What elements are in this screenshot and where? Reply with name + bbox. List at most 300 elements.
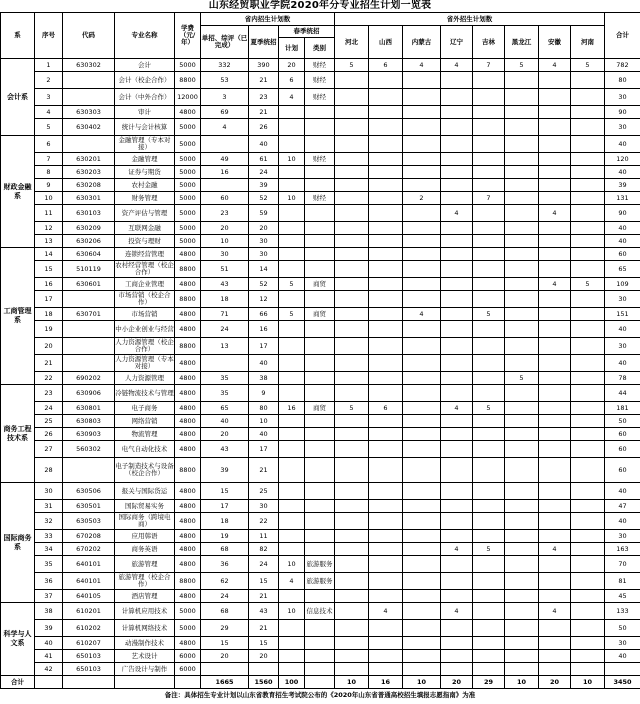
province-cell <box>473 428 505 441</box>
province-cell <box>505 415 539 428</box>
row-total-cell: 30 <box>605 119 640 136</box>
province-cell <box>539 179 571 192</box>
fee-cell: 4800 <box>175 530 201 543</box>
summer-cell: 15 <box>249 637 279 650</box>
summer-cell: 10 <box>249 415 279 428</box>
province-cell <box>539 556 571 573</box>
province-cell <box>473 89 505 106</box>
province-cell <box>571 235 605 248</box>
major-cell: 证券与期货 <box>115 166 175 179</box>
single-cell: 65 <box>201 402 249 415</box>
province-cell <box>403 119 441 136</box>
summer-cell: 23 <box>249 89 279 106</box>
province-cell <box>505 355 539 372</box>
summer-cell: 24 <box>249 556 279 573</box>
code-cell: 630604 <box>63 248 115 261</box>
province-cell <box>571 590 605 603</box>
province-cell <box>571 106 605 119</box>
province-cell <box>441 590 473 603</box>
province-cell <box>403 106 441 119</box>
code-cell: 630501 <box>63 500 115 513</box>
single-cell: 40 <box>201 415 249 428</box>
province-cell <box>539 441 571 458</box>
province-cell <box>335 530 369 543</box>
province-cell <box>571 543 605 556</box>
row-total-cell: 30 <box>605 637 640 650</box>
province-cell: 4 <box>539 543 571 556</box>
seq-cell: 9 <box>35 179 63 192</box>
fee-cell: 8800 <box>175 573 201 590</box>
summer-cell: 26 <box>249 119 279 136</box>
fee-cell: 8800 <box>175 261 201 278</box>
spring-cat-cell <box>305 261 335 278</box>
header-province: 安徽 <box>539 26 571 59</box>
province-cell <box>335 278 369 291</box>
province-cell <box>369 573 403 590</box>
summer-cell: 24 <box>249 166 279 179</box>
single-cell: 18 <box>201 291 249 308</box>
province-cell <box>505 192 539 205</box>
spring-cat-cell <box>305 637 335 650</box>
spring-cat-cell <box>305 291 335 308</box>
table-row <box>1 663 640 676</box>
table-row <box>1 291 640 308</box>
spring-plan-cell <box>279 530 305 543</box>
major-cell: 中小企业创业与经营 <box>115 321 175 338</box>
spring-cat-cell <box>305 441 335 458</box>
single-cell: 51 <box>201 261 249 278</box>
province-cell <box>539 573 571 590</box>
province-cell: 4 <box>539 278 571 291</box>
spring-plan-cell <box>279 428 305 441</box>
province-cell <box>335 385 369 402</box>
province-cell <box>369 248 403 261</box>
spring-plan-cell <box>279 222 305 235</box>
province-cell <box>369 385 403 402</box>
major-cell: 计算机网络技术 <box>115 620 175 637</box>
spring-plan-cell <box>279 136 305 153</box>
row-total-cell: 40 <box>605 483 640 500</box>
province-cell <box>539 458 571 483</box>
totals-province: 16 <box>369 676 403 689</box>
code-cell: 630701 <box>63 308 115 321</box>
province-cell <box>369 222 403 235</box>
province-cell <box>539 222 571 235</box>
major-cell: 会计（中外合作） <box>115 89 175 106</box>
seq-cell: 22 <box>35 372 63 385</box>
seq-cell: 15 <box>35 261 63 278</box>
row-total-cell: 80 <box>605 72 640 89</box>
single-cell: 24 <box>201 321 249 338</box>
fee-cell: 4800 <box>175 441 201 458</box>
fee-cell: 4800 <box>175 543 201 556</box>
header-out-province: 省外招生计划数 <box>335 13 605 26</box>
province-cell <box>335 650 369 663</box>
table-row <box>1 179 640 192</box>
province-cell <box>571 179 605 192</box>
province-cell <box>403 556 441 573</box>
major-cell: 市场营销 <box>115 308 175 321</box>
spring-plan-cell: 20 <box>279 59 305 72</box>
province-cell <box>369 415 403 428</box>
province-cell <box>571 402 605 415</box>
province-cell <box>473 663 505 676</box>
header-seq: 序号 <box>35 13 63 59</box>
single-cell: 71 <box>201 308 249 321</box>
code-cell: 610202 <box>63 620 115 637</box>
province-cell <box>335 119 369 136</box>
single-cell <box>201 179 249 192</box>
province-cell <box>505 338 539 355</box>
province-cell <box>473 530 505 543</box>
province-cell <box>441 620 473 637</box>
province-cell: 6 <box>369 59 403 72</box>
dept-cell: 商务工程技术系 <box>1 385 35 483</box>
seq-cell: 40 <box>35 637 63 650</box>
table-row <box>1 620 640 637</box>
code-cell: 630103 <box>63 205 115 222</box>
province-cell <box>369 428 403 441</box>
fee-cell: 4800 <box>175 355 201 372</box>
province-cell <box>335 235 369 248</box>
spring-cat-cell <box>305 458 335 483</box>
province-cell <box>539 620 571 637</box>
province-cell <box>403 500 441 513</box>
dept-cell: 财政金融系 <box>1 136 35 248</box>
province-cell: 4 <box>403 308 441 321</box>
fee-cell: 4800 <box>175 402 201 415</box>
spring-plan-cell <box>279 179 305 192</box>
province-cell <box>369 458 403 483</box>
single-cell: 19 <box>201 530 249 543</box>
major-cell: 统计与会计核算 <box>115 119 175 136</box>
single-cell: 20 <box>201 650 249 663</box>
spring-cat-cell <box>305 136 335 153</box>
header-province: 山西 <box>369 26 403 59</box>
spring-plan-cell: 10 <box>279 603 305 620</box>
empty-cell <box>305 676 335 689</box>
fee-cell: 12000 <box>175 89 201 106</box>
spring-plan-cell: 5 <box>279 278 305 291</box>
province-cell <box>539 235 571 248</box>
summer-cell: 52 <box>249 278 279 291</box>
province-cell <box>505 590 539 603</box>
table-row <box>1 385 640 402</box>
province-cell <box>403 530 441 543</box>
code-cell <box>63 338 115 355</box>
summer-cell: 9 <box>249 385 279 402</box>
province-cell <box>473 291 505 308</box>
province-cell <box>571 72 605 89</box>
row-total-cell: 44 <box>605 385 640 402</box>
code-cell: 610207 <box>63 637 115 650</box>
province-cell <box>403 89 441 106</box>
province-cell <box>473 513 505 530</box>
province-cell <box>571 372 605 385</box>
footnote: 备注：具体招生专业计划以山东省教育招生考试院公布的《2020年山东省普通高校招生填报志愿指南》为准 <box>164 691 476 699</box>
summer-cell: 82 <box>249 543 279 556</box>
seq-cell: 18 <box>35 308 63 321</box>
header-fee: 学费（元/年） <box>175 13 201 59</box>
province-cell <box>505 166 539 179</box>
province-cell <box>505 222 539 235</box>
major-cell: 电气自动化技术 <box>115 441 175 458</box>
row-total-cell: 60 <box>605 441 640 458</box>
summer-cell: 17 <box>249 441 279 458</box>
province-cell <box>441 291 473 308</box>
empty-cell <box>115 676 175 689</box>
major-cell: 会计 <box>115 59 175 72</box>
fee-cell: 4800 <box>175 556 201 573</box>
single-cell: 15 <box>201 637 249 650</box>
single-cell: 24 <box>201 590 249 603</box>
spring-plan-cell <box>279 291 305 308</box>
single-cell: 43 <box>201 441 249 458</box>
province-cell <box>335 153 369 166</box>
seq-cell: 37 <box>35 590 63 603</box>
province-cell <box>539 72 571 89</box>
row-total-cell: 40 <box>605 650 640 663</box>
seq-cell: 13 <box>35 235 63 248</box>
summer-cell: 21 <box>249 72 279 89</box>
row-total-cell: 40 <box>605 166 640 179</box>
province-cell <box>473 620 505 637</box>
province-cell <box>571 415 605 428</box>
summer-cell: 52 <box>249 192 279 205</box>
spring-cat-cell <box>305 663 335 676</box>
single-cell: 30 <box>201 248 249 261</box>
spring-plan-cell <box>279 441 305 458</box>
province-cell <box>403 291 441 308</box>
province-cell <box>571 620 605 637</box>
summer-cell: 14 <box>249 261 279 278</box>
province-cell <box>403 620 441 637</box>
province-cell <box>539 106 571 119</box>
province-cell <box>335 321 369 338</box>
single-cell: 68 <box>201 543 249 556</box>
seq-cell: 6 <box>35 136 63 153</box>
page-title: 山东经贸职业学院2020年分专业招生计划一览表 <box>208 0 432 11</box>
summer-cell: 11 <box>249 530 279 543</box>
spring-cat-cell <box>305 483 335 500</box>
province-cell <box>505 321 539 338</box>
province-cell: 4 <box>441 402 473 415</box>
header-spring-cat: 类别 <box>305 38 335 59</box>
row-total-cell: 30 <box>605 530 640 543</box>
spring-plan-cell: 5 <box>279 308 305 321</box>
province-cell <box>539 153 571 166</box>
province-cell <box>571 573 605 590</box>
province-cell <box>335 590 369 603</box>
code-cell: 670202 <box>63 543 115 556</box>
spring-cat-cell <box>305 222 335 235</box>
single-cell: 15 <box>201 483 249 500</box>
table-row <box>1 89 640 106</box>
fee-cell: 5000 <box>175 136 201 153</box>
province-cell <box>539 513 571 530</box>
code-cell: 630303 <box>63 106 115 119</box>
spring-plan-cell <box>279 483 305 500</box>
province-cell <box>335 543 369 556</box>
province-cell <box>571 338 605 355</box>
province-cell <box>403 590 441 603</box>
province-cell <box>335 500 369 513</box>
code-cell: 630302 <box>63 59 115 72</box>
row-total-cell: 133 <box>605 603 640 620</box>
province-cell <box>571 500 605 513</box>
header-province: 辽宁 <box>441 26 473 59</box>
province-cell <box>335 458 369 483</box>
seq-cell: 16 <box>35 278 63 291</box>
province-cell <box>369 441 403 458</box>
province-cell <box>441 650 473 663</box>
province-cell <box>539 637 571 650</box>
province-cell <box>369 192 403 205</box>
province-cell <box>539 428 571 441</box>
spring-cat-cell <box>305 530 335 543</box>
province-cell <box>441 385 473 402</box>
province-cell <box>571 248 605 261</box>
fee-cell: 5000 <box>175 166 201 179</box>
code-cell: 630301 <box>63 192 115 205</box>
code-cell: 630209 <box>63 222 115 235</box>
single-cell: 43 <box>201 278 249 291</box>
province-cell: 5 <box>473 308 505 321</box>
province-cell <box>473 321 505 338</box>
major-cell: 应用韩语 <box>115 530 175 543</box>
summer-cell: 21 <box>249 458 279 483</box>
spring-cat-cell <box>305 513 335 530</box>
province-cell <box>403 261 441 278</box>
row-total-cell: 90 <box>605 205 640 222</box>
province-cell <box>473 500 505 513</box>
major-cell: 冷链物流技术与管理 <box>115 385 175 402</box>
province-cell <box>335 308 369 321</box>
province-cell: 4 <box>539 603 571 620</box>
row-total-cell <box>605 663 640 676</box>
province-cell <box>369 372 403 385</box>
fee-cell: 4800 <box>175 321 201 338</box>
spring-plan-cell: 16 <box>279 402 305 415</box>
fee-cell: 4800 <box>175 590 201 603</box>
table-row <box>1 106 640 119</box>
single-cell: 53 <box>201 72 249 89</box>
province-cell <box>539 650 571 663</box>
province-cell <box>505 278 539 291</box>
province-cell <box>369 338 403 355</box>
totals-province: 29 <box>473 676 505 689</box>
province-cell: 4 <box>369 603 403 620</box>
province-cell <box>505 402 539 415</box>
major-cell: 电子制造技术与设备（校企合作） <box>115 458 175 483</box>
province-cell <box>505 603 539 620</box>
province-cell <box>335 620 369 637</box>
table-row <box>1 402 640 415</box>
major-cell: 电子商务 <box>115 402 175 415</box>
single-cell <box>201 355 249 372</box>
province-cell <box>571 321 605 338</box>
province-cell <box>539 136 571 153</box>
code-cell: 630601 <box>63 278 115 291</box>
fee-cell: 5000 <box>175 222 201 235</box>
province-cell: 5 <box>473 543 505 556</box>
province-cell <box>571 119 605 136</box>
province-cell <box>335 415 369 428</box>
province-cell <box>335 428 369 441</box>
province-cell <box>539 500 571 513</box>
fee-cell: 4800 <box>175 513 201 530</box>
table-row <box>1 441 640 458</box>
fee-cell: 6000 <box>175 650 201 663</box>
spring-cat-cell <box>305 355 335 372</box>
province-cell <box>369 179 403 192</box>
spring-cat-cell <box>305 321 335 338</box>
code-cell <box>63 89 115 106</box>
totals-province: 20 <box>539 676 571 689</box>
summer-cell: 40 <box>249 428 279 441</box>
province-cell: 5 <box>505 372 539 385</box>
seq-cell: 30 <box>35 483 63 500</box>
totals-row <box>1 676 640 689</box>
province-cell <box>473 483 505 500</box>
province-cell <box>441 235 473 248</box>
table-row <box>1 650 640 663</box>
province-cell <box>403 222 441 235</box>
province-cell <box>505 441 539 458</box>
single-cell: 4 <box>201 119 249 136</box>
province-cell <box>505 89 539 106</box>
spring-cat-cell <box>305 106 335 119</box>
province-cell: 2 <box>403 192 441 205</box>
province-cell <box>335 205 369 222</box>
spring-plan-cell: 10 <box>279 153 305 166</box>
province-cell <box>369 235 403 248</box>
fee-cell: 4800 <box>175 415 201 428</box>
province-cell <box>369 205 403 222</box>
province-cell <box>539 385 571 402</box>
table-row <box>1 415 640 428</box>
province-cell <box>369 321 403 338</box>
code-cell <box>63 355 115 372</box>
province-cell <box>369 543 403 556</box>
code-cell: 610201 <box>63 603 115 620</box>
province-cell <box>473 179 505 192</box>
spring-plan-cell <box>279 458 305 483</box>
totals-province: 10 <box>335 676 369 689</box>
spring-cat-cell <box>305 590 335 603</box>
summer-cell: 16 <box>249 321 279 338</box>
province-cell <box>403 372 441 385</box>
province-cell <box>441 166 473 179</box>
province-cell <box>505 543 539 556</box>
province-cell <box>369 308 403 321</box>
table-row <box>1 166 640 179</box>
province-cell <box>403 235 441 248</box>
header-dept: 系 <box>1 13 35 59</box>
province-cell <box>539 166 571 179</box>
province-cell <box>441 308 473 321</box>
spring-plan-cell <box>279 166 305 179</box>
province-cell <box>473 385 505 402</box>
major-cell: 报关与国际货运 <box>115 483 175 500</box>
province-cell <box>473 415 505 428</box>
province-cell <box>369 637 403 650</box>
row-total-cell: 40 <box>605 235 640 248</box>
spring-plan-cell <box>279 590 305 603</box>
table-row <box>1 603 640 620</box>
province-cell <box>571 603 605 620</box>
province-cell <box>335 513 369 530</box>
